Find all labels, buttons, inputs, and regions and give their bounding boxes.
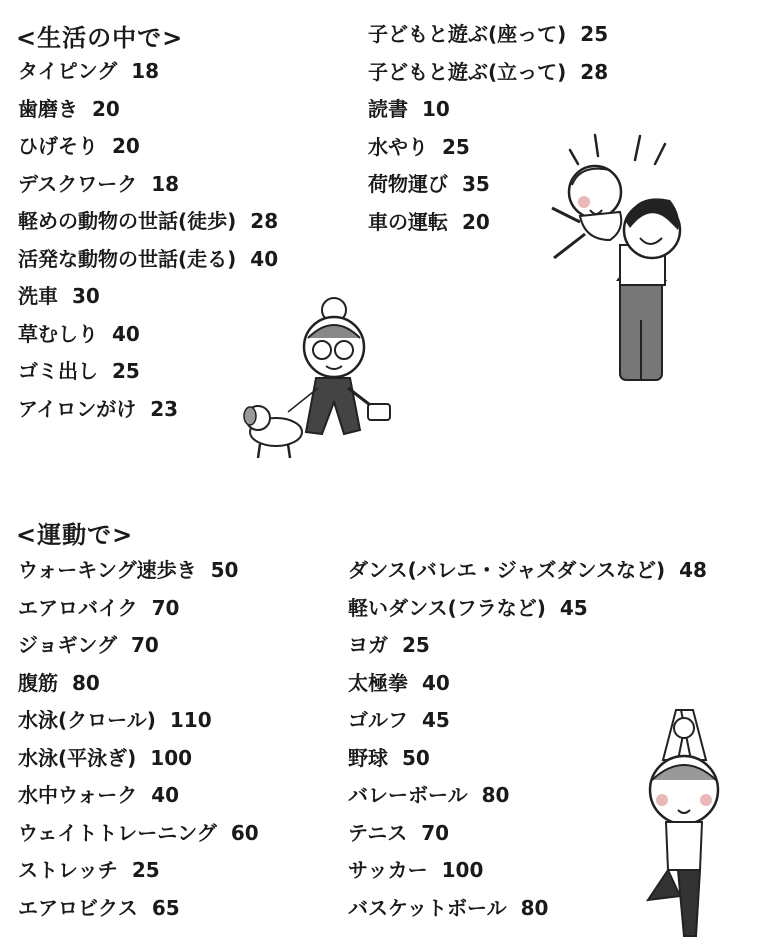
activity-value: 50 bbox=[402, 745, 430, 770]
activity-value: 10 bbox=[422, 97, 450, 121]
activity-value: 100 bbox=[150, 745, 193, 770]
activity-value: 40 bbox=[112, 321, 140, 346]
activity-label: 子どもと遊ぶ(立って) bbox=[368, 59, 567, 84]
list-item bbox=[18, 627, 259, 665]
activity-label: 水泳(平泳ぎ) bbox=[18, 745, 137, 770]
list-item bbox=[368, 16, 608, 54]
list-item bbox=[18, 702, 259, 740]
activity-value: 18 bbox=[151, 171, 180, 196]
activity-value: 28 bbox=[250, 209, 279, 233]
activity-value: 20 bbox=[92, 96, 120, 121]
activity-label: 草むしり bbox=[18, 321, 98, 346]
list-item bbox=[18, 552, 259, 590]
activity-label: 車の運転 bbox=[368, 209, 448, 234]
activity-label: ゴルフ bbox=[348, 708, 408, 732]
activity-label: 水やり bbox=[368, 134, 428, 159]
activity-value: 40 bbox=[151, 783, 180, 807]
list-item bbox=[368, 54, 608, 92]
activity-label: 洗車 bbox=[18, 284, 58, 308]
activity-label: 読書 bbox=[368, 97, 408, 121]
activity-value: 20 bbox=[112, 134, 140, 158]
activity-value: 23 bbox=[150, 396, 179, 421]
activity-value: 60 bbox=[230, 820, 259, 845]
activity-label: 水泳(クロール) bbox=[18, 708, 156, 732]
list-item bbox=[18, 203, 278, 241]
activity-label: バスケットボール bbox=[348, 895, 507, 920]
activity-value: 45 bbox=[559, 595, 588, 620]
activity-label: ジョギング bbox=[18, 633, 117, 657]
activity-label: ひげそり bbox=[18, 134, 98, 158]
list-item bbox=[348, 627, 707, 665]
list-item bbox=[18, 740, 259, 778]
activity-label: エアロバイク bbox=[18, 595, 138, 620]
activity-label: バレーボール bbox=[348, 783, 468, 807]
activity-label: ウェイトトレーニング bbox=[18, 820, 217, 845]
list-item bbox=[348, 665, 707, 703]
activity-value: 40 bbox=[422, 670, 450, 695]
life-section-heading: <生活の中で> bbox=[16, 24, 184, 52]
activity-label: サッカー bbox=[348, 858, 428, 882]
list-item bbox=[348, 552, 707, 590]
activity-value: 25 bbox=[112, 359, 140, 383]
activity-label: アイロンがけ bbox=[18, 396, 137, 421]
activity-value: 70 bbox=[131, 633, 159, 657]
list-item bbox=[18, 128, 278, 166]
activity-label: テニス bbox=[348, 820, 408, 845]
activity-value: 18 bbox=[131, 59, 160, 83]
activity-value: 80 bbox=[72, 670, 100, 695]
activity-label: ダンス(バレエ・ジャズダンスなど) bbox=[348, 558, 666, 582]
activity-value: 65 bbox=[151, 895, 180, 920]
list-item bbox=[18, 241, 278, 279]
activity-label: 野球 bbox=[348, 745, 388, 770]
activity-label: 水中ウォーク bbox=[18, 783, 138, 807]
activity-value: 80 bbox=[520, 895, 549, 920]
activity-label: 荷物運び bbox=[368, 172, 448, 196]
list-item bbox=[18, 665, 259, 703]
list-item bbox=[368, 91, 608, 129]
activity-value: 80 bbox=[481, 783, 510, 807]
activity-value: 25 bbox=[131, 858, 160, 882]
activity-label: 太極拳 bbox=[348, 670, 408, 695]
activity-label: ストレッチ bbox=[18, 858, 118, 882]
activity-label: 腹筋 bbox=[18, 670, 58, 695]
activity-label: 歯磨き bbox=[18, 96, 78, 121]
list-item bbox=[18, 777, 259, 815]
activity-value: 25 bbox=[442, 134, 470, 159]
woman-yoga-pose-illustration bbox=[618, 700, 748, 940]
list-item bbox=[18, 590, 259, 628]
list-item bbox=[18, 53, 278, 91]
activity-label: 活発な動物の世話(走る) bbox=[18, 246, 237, 271]
activity-value: 40 bbox=[250, 246, 279, 271]
activity-value: 50 bbox=[210, 558, 239, 582]
activity-value: 20 bbox=[462, 209, 490, 234]
activity-value: 110 bbox=[169, 708, 212, 732]
activity-label: 軽めの動物の世話(徒歩) bbox=[18, 209, 237, 233]
list-item bbox=[18, 852, 259, 890]
activity-value: 30 bbox=[72, 284, 100, 308]
activity-value: 48 bbox=[679, 558, 707, 582]
activity-value: 70 bbox=[421, 820, 450, 845]
activity-value: 25 bbox=[402, 633, 430, 657]
exercise-list-left bbox=[18, 552, 259, 927]
activity-label: タイピング bbox=[18, 59, 118, 83]
activity-value: 100 bbox=[441, 858, 484, 882]
list-item bbox=[18, 91, 278, 129]
activity-label: ウォーキング速歩き bbox=[18, 558, 197, 582]
activity-label: ヨガ bbox=[348, 633, 388, 657]
activity-label: 軽いダンス(フラなど) bbox=[348, 595, 546, 620]
exercise-section-heading: <運動で> bbox=[16, 521, 134, 549]
activity-label: ゴミ出し bbox=[18, 359, 98, 383]
list-item bbox=[18, 166, 278, 204]
list-item bbox=[348, 590, 707, 628]
activity-value: 45 bbox=[422, 708, 450, 732]
father-lifting-baby-illustration bbox=[540, 130, 700, 390]
activity-label: 子どもと遊ぶ(座って) bbox=[368, 22, 567, 46]
activity-value: 70 bbox=[151, 595, 180, 620]
list-item bbox=[18, 815, 259, 853]
activity-value: 25 bbox=[580, 22, 609, 46]
activity-label: デスクワーク bbox=[18, 171, 138, 196]
woman-walking-dog-illustration bbox=[236, 292, 406, 462]
activity-value: 35 bbox=[462, 172, 490, 196]
activity-label: エアロビクス bbox=[18, 895, 138, 920]
list-item bbox=[18, 890, 259, 928]
activity-value: 28 bbox=[580, 59, 609, 84]
